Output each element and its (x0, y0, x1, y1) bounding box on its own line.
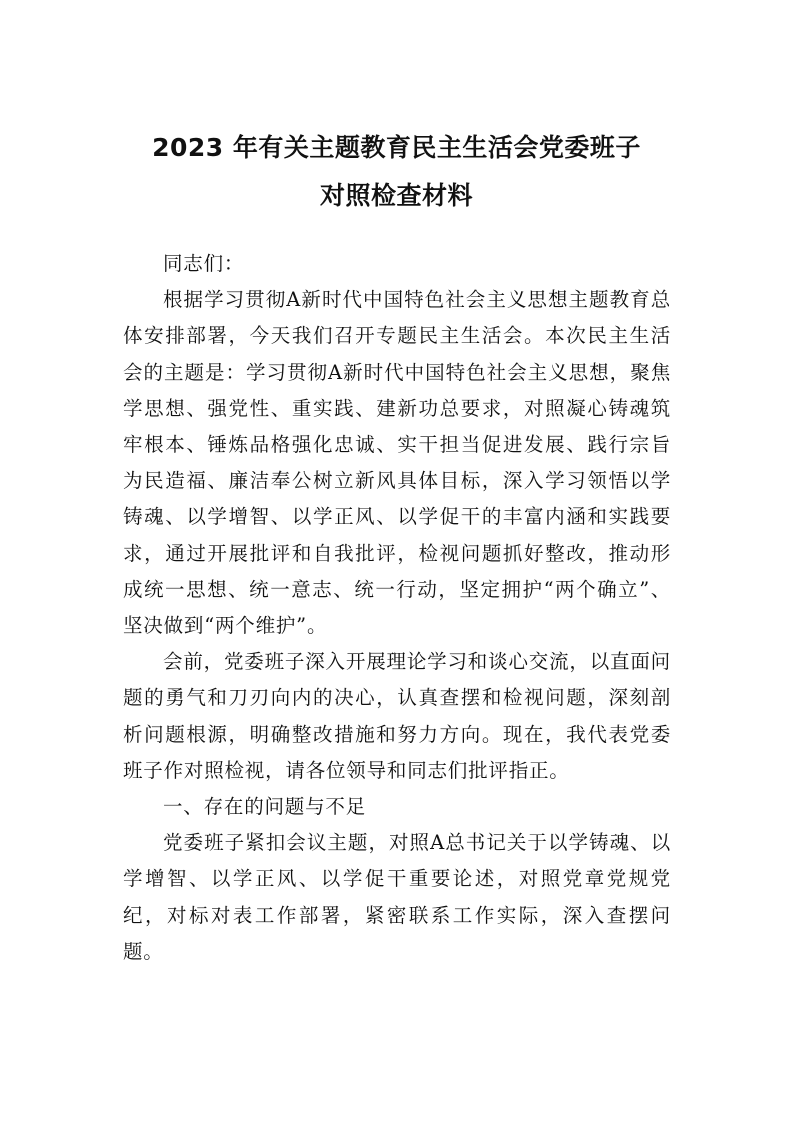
paragraph-preparation: 会前，党委班子深入开展理论学习和谈心交流，以直面问题的勇气和刀刃向内的决心，认真查摆和检视问题，深刻剖析问题根源，明确整改措施和努力方向。现在，我代表党委班子作对照检视，请各位领导和同志们批评指正。 (123, 650, 671, 782)
document-title-line-1: 2023 年有关主题教育民主生活会党委班子 (152, 133, 641, 162)
salutation: 同志们： (163, 252, 245, 275)
document-title-line-2: 对照检查材料 (319, 181, 473, 210)
paragraph-problems: 党委班子紧扣会议主题，对照A总书记关于以学铸魂、以学增智、以学正风、以学促干重要论述，对照党章党规党纪，对标对表工作部署，紧密联系工作实际，深入查摆问题。 (123, 831, 671, 963)
paragraph-intro: 根据学习贯彻A新时代中国特色社会主义思想主题教育总体安排部署，今天我们召开专题民主生活会。本次民主生活会的主题是：学习贯彻A新时代中国特色社会主义思想，聚焦学思想、强党性、重实践、建新功总要求，对照凝心铸魂筑牢根本、锤炼品格强化忠诚、实干担当促进发展、践行宗旨为民造福、廉洁奉公树立新风具体目标，深入学习领悟以学铸魂、以学增智、以学正风、以学促干的丰富内涵和实践要求，通过开展批评和自我批评，检视问题抓好整改，推动形成统一思想、统一意志、统一行动，坚定拥护“两个确立”、坚决做到“两个维护”。 (123, 288, 671, 638)
document-body (123, 246, 671, 970)
section-heading-problems: 一、存在的问题与不足 (163, 795, 367, 819)
